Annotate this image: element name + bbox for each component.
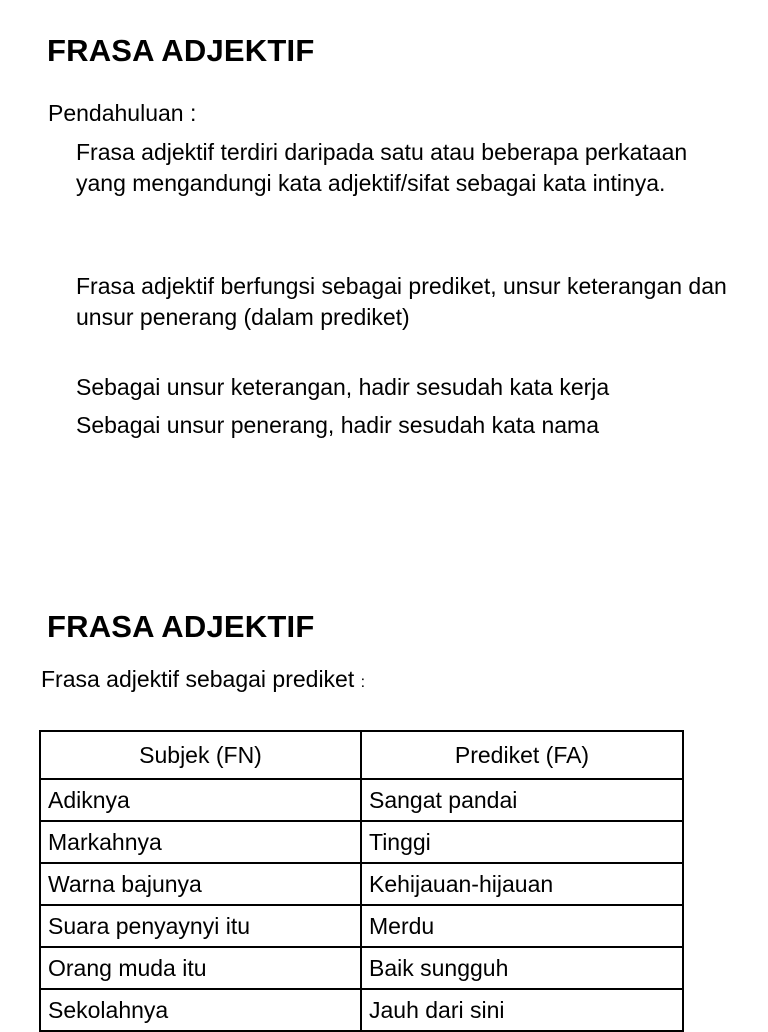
slide-subtitle bbox=[41, 666, 365, 693]
subject-cell: Suara penyaynyi itu bbox=[40, 905, 361, 947]
modifier-note: Sebagai unsur penerang, hadir sesudah kata nama bbox=[76, 412, 599, 438]
header-subject: Subjek (FN) bbox=[40, 731, 361, 779]
adverbial-note: Sebagai unsur keterangan, hadir sesudah kata kerja bbox=[76, 374, 610, 400]
predicate-cell: Tinggi bbox=[361, 821, 683, 863]
predicate-cell: Kehijauan-hijauan bbox=[361, 863, 683, 905]
subject-cell: Warna bajunya bbox=[40, 863, 361, 905]
subject-cell: Orang muda itu bbox=[40, 947, 361, 989]
slide-title: FRASA ADJEKTIF bbox=[47, 33, 315, 68]
predicate-cell: Sangat pandai bbox=[361, 779, 683, 821]
subject-cell: Adiknya bbox=[40, 779, 361, 821]
predicate-cell: Jauh dari sini bbox=[361, 989, 683, 1031]
predicate-table bbox=[39, 730, 684, 1032]
table-row bbox=[40, 905, 683, 947]
predicate-cell: Baik sungguh bbox=[361, 947, 683, 989]
subject-cell: Sekolahnya bbox=[40, 989, 361, 1031]
subtitle-colon: : bbox=[360, 674, 366, 691]
intro-label: Pendahuluan : bbox=[48, 100, 197, 126]
table-row bbox=[40, 947, 683, 989]
table-row bbox=[40, 989, 683, 1031]
table-header-row bbox=[40, 731, 683, 779]
subtitle-text: Frasa adjektif sebagai prediket bbox=[41, 666, 355, 692]
definition-paragraph: Frasa adjektif terdiri daripada satu atau beberapa perkataan yang mengandungi kata adjektif/sifat sebagai kata intinya. bbox=[76, 139, 688, 196]
table-row bbox=[40, 779, 683, 821]
header-predicate: Prediket (FA) bbox=[361, 731, 683, 779]
table-row bbox=[40, 821, 683, 863]
table-row bbox=[40, 863, 683, 905]
predicate-cell: Merdu bbox=[361, 905, 683, 947]
slide-1 bbox=[0, 0, 768, 512]
predicate-table-wrapper bbox=[39, 730, 682, 1032]
subject-cell: Markahnya bbox=[40, 821, 361, 863]
slide-title: FRASA ADJEKTIF bbox=[47, 609, 315, 644]
slide-2 bbox=[0, 575, 768, 1024]
function-paragraph: Frasa adjektif berfungsi sebagai prediket, unsur keterangan dan unsur penerang (dalam prediket) bbox=[76, 273, 727, 330]
